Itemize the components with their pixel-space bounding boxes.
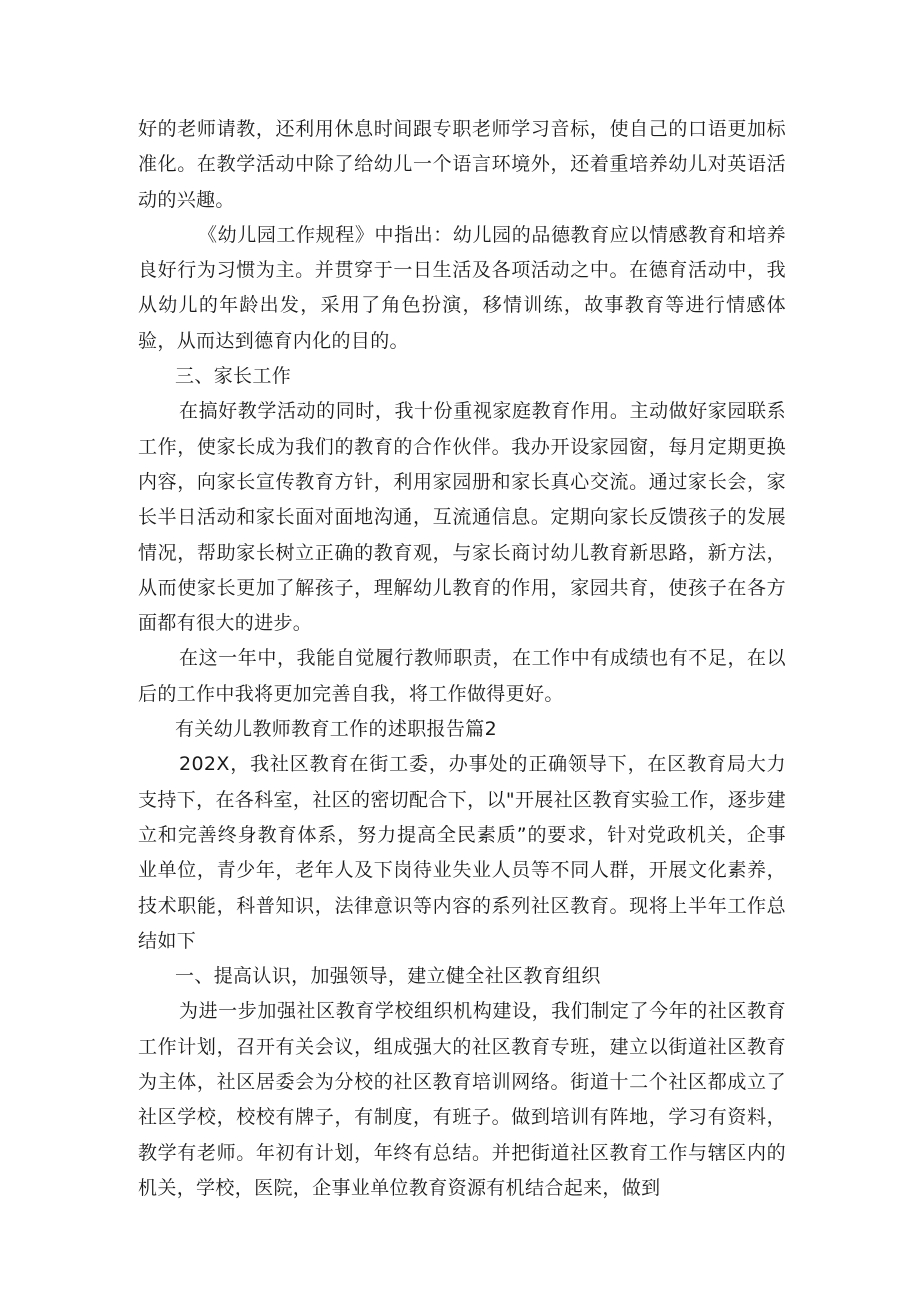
document-body <box>138 112 786 1206</box>
report-title-part-2: 有关幼儿教师教育工作的述职报告篇2 <box>175 718 498 741</box>
section-heading-parent-work: 三、家长工作 <box>175 365 292 388</box>
paragraph-moral-education: 《幼儿园工作规程》中指出：幼儿园的品德教育应以情感教育和培养良好行为习惯为主。并贯穿于一日生活及各项活动之中。在德育活动中，我从幼儿的年龄出发，采用了角色扮演，移情训练，故事教育等进行情感体验，从而达到德育内化的目的。 <box>138 223 786 352</box>
paragraph-year-summary: 在这一年中，我能自觉履行教师职责，在工作中有成绩也有不足，在以后的工作中我将更加完善自我，将工作做得更好。 <box>138 647 786 705</box>
paragraph-english-teaching: 好的老师请教，还利用休息时间跟专职老师学习音标，使自己的口语更加标准化。在教学活动中除了给幼儿一个语言环境外，还着重培养幼儿对英语活动的兴趣。 <box>138 118 786 211</box>
paragraph-community-education-intro: 202X，我社区教育在街工委，办事处的正确领导下，在区教育局大力支持下，在各科室，社区的密切配合下，以"开展社区教育实验工作，逐步建立和完善终身教育体系，努力提高全民素质”的要求，针对党政机关，企事业单位，青少年，老年人及下岗待业失业人员等不同人群，开展文化素养，技术职能，科普知识，法律意识等内容的系列社区教育。现将上半年工作总结如下 <box>138 753 786 952</box>
paragraph-family-education: 在搞好教学活动的同时，我十份重视家庭教育作用。主动做好家园联系工作，使家长成为我们的教育的合作伙伴。我办开设家园窗，每月定期更换内容，向家长宣传教育方针，利用家园册和家长真心交流。通过家长会，家长半日活动和家长面对面地沟通，互流通信息。定期向家长反馈孩子的发展情况，帮助家长树立正确的教育观，与家长商讨幼儿教育新思路，新方法，从而使家长更加了解孩子，理解幼儿教育的作用，家园共育，使孩子在各方面都有很大的进步。 <box>138 400 786 635</box>
paragraph-organization-building: 为进一步加强社区教育学校组织机构建设，我们制定了今年的社区教育工作计划，召开有关会议，组成强大的社区教育专班，建立以街道社区教育为主体，社区居委会为分校的社区教育培训网络。街道十二个社区都成立了社区学校，校校有牌子，有制度，有班子。做到培训有阵地，学习有资料，教学有老师。年初有计划，年终有总结。并把街道社区教育工作与辖区内的机关，学校，医院，企事业单位教育资源有机结合起来，做到 <box>138 1000 786 1199</box>
section-heading-organization: 一、提高认识，加强领导，建立健全社区教育组织 <box>175 965 601 988</box>
